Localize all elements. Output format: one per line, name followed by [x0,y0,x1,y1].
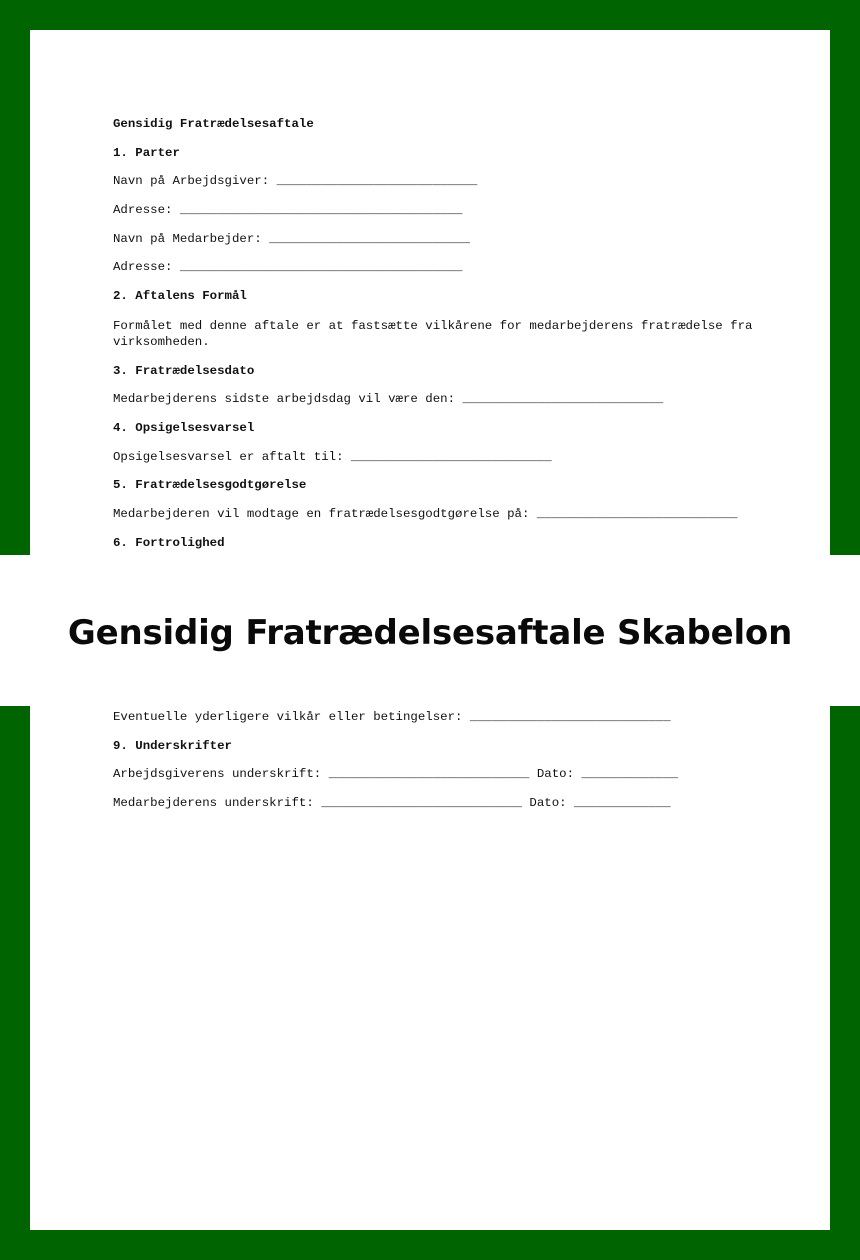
document-body-top [113,117,760,564]
employer-address-field: Adresse: ______________________________________ [113,203,463,218]
employee-signature-field: Medarbejderens underskrift: ___________________________ Dato: _____________ [113,796,671,811]
severance-field: Medarbejderen vil modtage en fratrædelsesgodtgørelse på: ___________________________ [113,506,738,521]
last-working-day-field: Medarbejderens sidste arbejdsdag vil være den: ___________________________ [113,392,664,407]
section-heading-parties: 1. Parter [113,145,180,160]
section-heading-severance: 5. Fratrædelsesgodtgørelse [113,478,307,493]
employer-name-field: Navn på Arbejdsgiver: ___________________________ [113,174,478,189]
document-body-bottom [113,710,753,825]
employee-name-field: Navn på Medarbejder: ___________________________ [113,231,470,246]
section-heading-termination-date: 3. Fratrædelsesdato [113,363,255,378]
section-heading-purpose: 2. Aftalens Formål [113,289,247,304]
additional-terms-field: Eventuelle yderligere vilkår eller betingelser: ___________________________ [113,710,671,724]
section-heading-confidentiality: 6. Fortrolighed [113,535,225,550]
section-heading-signatures: 9. Underskrifter [113,738,232,753]
employer-signature-field: Arbejdsgiverens underskrift: ___________________________ Dato: _____________ [113,767,679,782]
document-title: Gensidig Fratrædelsesaftale [113,117,314,131]
banner-title: Gensidig Fratrædelsesaftale Skabelon [67,612,793,653]
title-banner [0,555,860,706]
purpose-paragraph: Formålet med denne aftale er at fastsætte vilkårene for medarbejderens fratrædelse fra virksomheden. [113,318,760,349]
notice-period-field: Opsigelsesvarsel er aftalt til: ___________________________ [113,449,552,464]
section-heading-notice: 4. Opsigelsesvarsel [113,420,255,435]
employee-address-field: Adresse: ______________________________________ [113,260,463,275]
